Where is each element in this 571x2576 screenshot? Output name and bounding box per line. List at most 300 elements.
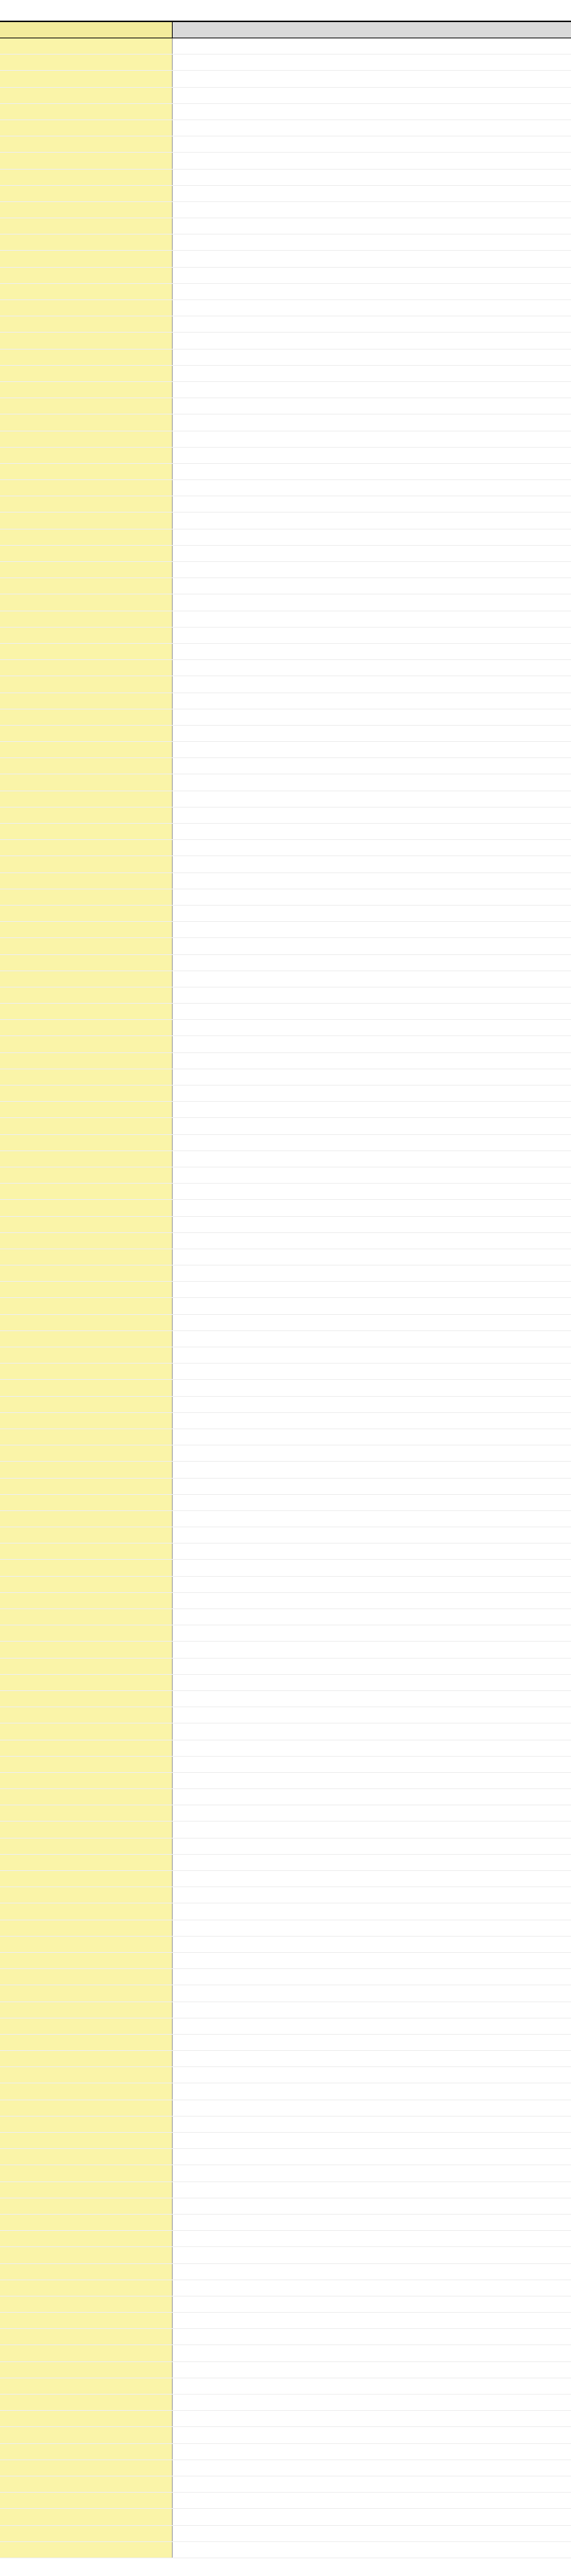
- table-row: [0, 1789, 571, 1805]
- row-value: [332, 1985, 412, 2001]
- table-row: [0, 2329, 571, 2345]
- row-value: [252, 1593, 332, 1608]
- row-value: [332, 2378, 412, 2394]
- row-value: [491, 1757, 571, 1772]
- row-value: [412, 889, 491, 905]
- row-value: [173, 628, 252, 643]
- row-value: [412, 1380, 491, 1395]
- row-value: [412, 1985, 491, 2001]
- row-value: [173, 268, 252, 283]
- row-value: [173, 88, 252, 103]
- row-value: [412, 2018, 491, 2034]
- row-value: [412, 300, 491, 316]
- table-row: [0, 2444, 571, 2460]
- row-value: [412, 1593, 491, 1608]
- row-value: [412, 316, 491, 332]
- row-label: [0, 2165, 173, 2181]
- row-value: [491, 1086, 571, 1101]
- row-value: [252, 88, 332, 103]
- row-value: [173, 546, 252, 561]
- row-value: [412, 120, 491, 136]
- row-value: [491, 1953, 571, 1968]
- row-value: [173, 2215, 252, 2230]
- row-value: [173, 136, 252, 152]
- row-value: [332, 726, 412, 741]
- row-value: [412, 1953, 491, 1968]
- row-label: [0, 594, 173, 610]
- row-label: [0, 464, 173, 479]
- row-value: [412, 1167, 491, 1183]
- row-value: [332, 71, 412, 86]
- row-value: [173, 1822, 252, 1837]
- table-row: [0, 594, 571, 611]
- row-value: [412, 1135, 491, 1150]
- row-value: [173, 398, 252, 414]
- row-label: [0, 1217, 173, 1232]
- row-value: [491, 71, 571, 86]
- row-value: [173, 1985, 252, 2001]
- row-label: [0, 1789, 173, 1805]
- row-value: [491, 1462, 571, 1477]
- row-label: [0, 186, 173, 201]
- row-value: [491, 1053, 571, 1069]
- row-label: [0, 513, 173, 528]
- row-value: [252, 268, 332, 283]
- table-row: [0, 2035, 571, 2051]
- table-row: [0, 1151, 571, 1167]
- row-value: [412, 693, 491, 709]
- row-value: [173, 1445, 252, 1461]
- row-value: [491, 2002, 571, 2018]
- row-value: [252, 2035, 332, 2050]
- table-row: [0, 2231, 571, 2247]
- row-label: [0, 2247, 173, 2263]
- table-row: [0, 1609, 571, 1625]
- row-value: [332, 186, 412, 201]
- row-value: [173, 1004, 252, 1019]
- row-value: [173, 1920, 252, 1936]
- row-value: [252, 2051, 332, 2066]
- row-value: [491, 1282, 571, 1297]
- table-row: [0, 1397, 571, 1413]
- row-value: [332, 235, 412, 250]
- row-value: [412, 1282, 491, 1297]
- row-value: [332, 300, 412, 316]
- row-label: [0, 1053, 173, 1069]
- table-row: [0, 1462, 571, 1478]
- table-row: [0, 1969, 571, 1985]
- row-value: [173, 1691, 252, 1707]
- row-value: [491, 448, 571, 463]
- row-value: [173, 2345, 252, 2361]
- row-value: [412, 2067, 491, 2083]
- row-value: [491, 1789, 571, 1805]
- row-value: [491, 333, 571, 348]
- table-row: [0, 2067, 571, 2083]
- row-value: [173, 1871, 252, 1886]
- row-value: [173, 774, 252, 790]
- table-row: [0, 513, 571, 529]
- row-value: [173, 2444, 252, 2459]
- row-value: [252, 709, 332, 725]
- row-value: [412, 808, 491, 823]
- row-value: [412, 1069, 491, 1085]
- row-value: [252, 2411, 332, 2426]
- row-value: [252, 2427, 332, 2443]
- table-row: [0, 1380, 571, 1396]
- table-row: [0, 1298, 571, 1314]
- table-row: [0, 350, 571, 366]
- table-row: [0, 366, 571, 382]
- row-label: [0, 774, 173, 790]
- row-value: [173, 1347, 252, 1363]
- row-value: [491, 530, 571, 545]
- row-value: [332, 1855, 412, 1870]
- row-value: [412, 1429, 491, 1445]
- header-year: [332, 22, 412, 38]
- row-value: [332, 873, 412, 889]
- row-value: [252, 120, 332, 136]
- row-value: [412, 530, 491, 545]
- table-row: [0, 922, 571, 938]
- row-value: [252, 726, 332, 741]
- row-value: [173, 1839, 252, 1854]
- row-value: [332, 971, 412, 987]
- row-value: [252, 496, 332, 512]
- row-value: [252, 1200, 332, 1215]
- table-row: [0, 414, 571, 431]
- row-value: [491, 120, 571, 136]
- table-row: [0, 1331, 571, 1347]
- table-row: [0, 758, 571, 774]
- row-value: [491, 1609, 571, 1625]
- row-label: [0, 235, 173, 250]
- row-value: [252, 1511, 332, 1527]
- row-value: [173, 71, 252, 86]
- row-value: [252, 1642, 332, 1657]
- row-value: [491, 2444, 571, 2459]
- row-value: [252, 2198, 332, 2214]
- row-value: [252, 1822, 332, 1837]
- row-value: [252, 1855, 332, 1870]
- row-value: [332, 88, 412, 103]
- table-row: [0, 1805, 571, 1822]
- row-value: [173, 1217, 252, 1232]
- row-value: [252, 1789, 332, 1805]
- header-year: [491, 22, 571, 38]
- row-value: [491, 2247, 571, 2263]
- row-value: [412, 987, 491, 1003]
- row-label: [0, 2378, 173, 2394]
- table-row: [0, 1511, 571, 1527]
- row-value: [412, 448, 491, 463]
- row-value: [252, 628, 332, 643]
- row-label: [0, 562, 173, 577]
- row-value: [332, 1249, 412, 1265]
- row-value: [332, 644, 412, 659]
- row-label: [0, 2231, 173, 2246]
- table-row: [0, 1413, 571, 1429]
- row-label: [0, 1593, 173, 1608]
- row-value: [332, 774, 412, 790]
- row-value: [412, 1298, 491, 1313]
- row-value: [173, 562, 252, 577]
- row-value: [252, 987, 332, 1003]
- table-row: [0, 1527, 571, 1544]
- table-row: [0, 218, 571, 235]
- row-value: [173, 186, 252, 201]
- row-label: [0, 1020, 173, 1035]
- row-value: [173, 2493, 252, 2508]
- row-value: [412, 1036, 491, 1052]
- row-label: [0, 1200, 173, 1215]
- row-label: [0, 398, 173, 414]
- row-value: [252, 1495, 332, 1510]
- row-label: [0, 530, 173, 545]
- row-value: [491, 2313, 571, 2328]
- table-row: [0, 693, 571, 709]
- row-value: [252, 1445, 332, 1461]
- row-value: [252, 1462, 332, 1477]
- row-value: [332, 2296, 412, 2312]
- row-value: [412, 742, 491, 757]
- row-value: [252, 153, 332, 168]
- table-row: [0, 2460, 571, 2476]
- row-value: [412, 2117, 491, 2132]
- row-value: [173, 2427, 252, 2443]
- row-value: [332, 856, 412, 872]
- row-value: [173, 644, 252, 659]
- row-value: [412, 1903, 491, 1919]
- row-label: [0, 2444, 173, 2459]
- row-value: [491, 1004, 571, 1019]
- row-label: [0, 1462, 173, 1477]
- table-row: [0, 987, 571, 1004]
- row-label: [0, 268, 173, 283]
- row-value: [252, 1167, 332, 1183]
- row-value: [252, 873, 332, 889]
- row-label: [0, 1527, 173, 1543]
- row-value: [173, 693, 252, 709]
- row-value: [491, 218, 571, 234]
- row-value: [412, 676, 491, 692]
- row-value: [491, 1985, 571, 2001]
- row-value: [332, 1707, 412, 1723]
- row-value: [252, 1020, 332, 1035]
- row-value: [491, 808, 571, 823]
- row-value: [412, 2427, 491, 2443]
- row-value: [252, 971, 332, 987]
- row-value: [491, 578, 571, 594]
- row-value: [173, 480, 252, 496]
- table-row: [0, 2345, 571, 2361]
- row-value: [173, 1233, 252, 1249]
- row-value: [173, 1707, 252, 1723]
- row-label: [0, 2329, 173, 2344]
- row-value: [173, 496, 252, 512]
- row-label: [0, 2362, 173, 2378]
- row-label: [0, 1740, 173, 1756]
- table-row: [0, 431, 571, 448]
- table-row: [0, 1036, 571, 1052]
- row-value: [491, 2067, 571, 2083]
- row-value: [252, 2345, 332, 2361]
- row-value: [332, 153, 412, 168]
- row-value: [412, 431, 491, 447]
- row-value: [412, 414, 491, 430]
- row-label: [0, 1903, 173, 1919]
- row-value: [173, 1789, 252, 1805]
- row-value: [412, 1495, 491, 1510]
- row-value: [252, 1036, 332, 1052]
- row-value: [332, 1347, 412, 1363]
- row-value: [332, 431, 412, 447]
- row-value: [412, 2051, 491, 2066]
- row-value: [412, 2493, 491, 2508]
- row-label: [0, 448, 173, 463]
- row-value: [412, 1789, 491, 1805]
- table-row: [0, 1086, 571, 1102]
- row-value: [332, 1903, 412, 1919]
- row-value: [173, 1102, 252, 1117]
- row-value: [332, 2542, 412, 2558]
- row-value: [412, 1920, 491, 1936]
- row-value: [332, 2198, 412, 2214]
- page-title: [0, 0, 571, 21]
- row-value: [332, 170, 412, 185]
- row-label: [0, 2100, 173, 2116]
- row-value: [412, 1544, 491, 1559]
- row-value: [491, 38, 571, 54]
- row-value: [491, 1577, 571, 1592]
- row-value: [173, 2198, 252, 2214]
- row-value: [412, 513, 491, 528]
- row-value: [412, 1527, 491, 1543]
- row-value: [173, 1036, 252, 1052]
- row-value: [252, 1298, 332, 1313]
- row-value: [332, 366, 412, 381]
- row-value: [252, 1691, 332, 1707]
- row-value: [412, 2149, 491, 2164]
- table-row: [0, 316, 571, 333]
- row-value: [491, 628, 571, 643]
- row-value: [173, 513, 252, 528]
- row-value: [332, 1217, 412, 1232]
- row-value: [412, 758, 491, 774]
- row-value: [412, 2198, 491, 2214]
- row-value: [173, 2067, 252, 2083]
- row-value: [252, 1544, 332, 1559]
- table-row: [0, 1282, 571, 1298]
- row-value: [173, 2182, 252, 2198]
- row-value: [173, 414, 252, 430]
- row-value: [252, 513, 332, 528]
- table-row: [0, 170, 571, 186]
- table-row: [0, 1625, 571, 1642]
- row-value: [173, 1937, 252, 1952]
- header-year: [173, 22, 252, 38]
- row-label: [0, 644, 173, 659]
- table-row: [0, 644, 571, 660]
- table-row: [0, 2509, 571, 2525]
- table-row: [0, 2198, 571, 2215]
- row-value: [412, 1364, 491, 1379]
- row-value: [252, 55, 332, 70]
- row-value: [412, 1723, 491, 1739]
- table-row: [0, 1004, 571, 1020]
- row-value: [412, 873, 491, 889]
- row-value: [332, 1887, 412, 1903]
- row-value: [332, 628, 412, 643]
- row-value: [332, 2411, 412, 2426]
- row-value: [491, 1233, 571, 1249]
- row-value: [252, 1266, 332, 1281]
- row-value: [412, 1397, 491, 1412]
- row-value: [491, 1249, 571, 1265]
- row-label: [0, 1855, 173, 1870]
- row-value: [332, 840, 412, 855]
- row-value: [252, 104, 332, 119]
- row-value: [491, 2100, 571, 2116]
- row-label: [0, 1069, 173, 1085]
- row-value: [173, 2018, 252, 2034]
- row-label: [0, 480, 173, 496]
- row-value: [252, 1004, 332, 1019]
- row-value: [332, 1593, 412, 1608]
- row-value: [252, 1773, 332, 1788]
- table-row: [0, 136, 571, 153]
- row-value: [332, 1773, 412, 1788]
- row-label: [0, 824, 173, 839]
- row-value: [412, 1331, 491, 1347]
- row-value: [491, 1118, 571, 1133]
- row-value: [173, 202, 252, 218]
- row-value: [491, 1445, 571, 1461]
- row-label: [0, 251, 173, 266]
- row-value: [491, 938, 571, 954]
- table-row: [0, 382, 571, 398]
- row-value: [173, 104, 252, 119]
- row-label: [0, 1118, 173, 1133]
- row-label: [0, 136, 173, 152]
- row-value: [491, 1364, 571, 1379]
- row-value: [332, 2395, 412, 2410]
- row-value: [332, 709, 412, 725]
- row-value: [332, 316, 412, 332]
- row-value: [412, 1855, 491, 1870]
- row-value: [412, 2476, 491, 2492]
- row-label: [0, 2526, 173, 2541]
- row-value: [412, 1659, 491, 1674]
- row-value: [173, 1740, 252, 1756]
- row-value: [173, 153, 252, 168]
- row-value: [412, 1266, 491, 1281]
- table-row: [0, 1184, 571, 1200]
- row-value: [332, 464, 412, 479]
- row-value: [412, 922, 491, 937]
- row-value: [412, 2460, 491, 2476]
- row-value: [412, 1757, 491, 1772]
- table-row: [0, 1200, 571, 1216]
- row-value: [173, 1462, 252, 1477]
- row-value: [412, 2100, 491, 2116]
- row-value: [173, 2149, 252, 2164]
- row-value: [173, 2460, 252, 2476]
- table-row: [0, 1707, 571, 1723]
- row-value: [173, 2476, 252, 2492]
- row-value: [332, 1135, 412, 1150]
- row-value: [252, 2493, 332, 2508]
